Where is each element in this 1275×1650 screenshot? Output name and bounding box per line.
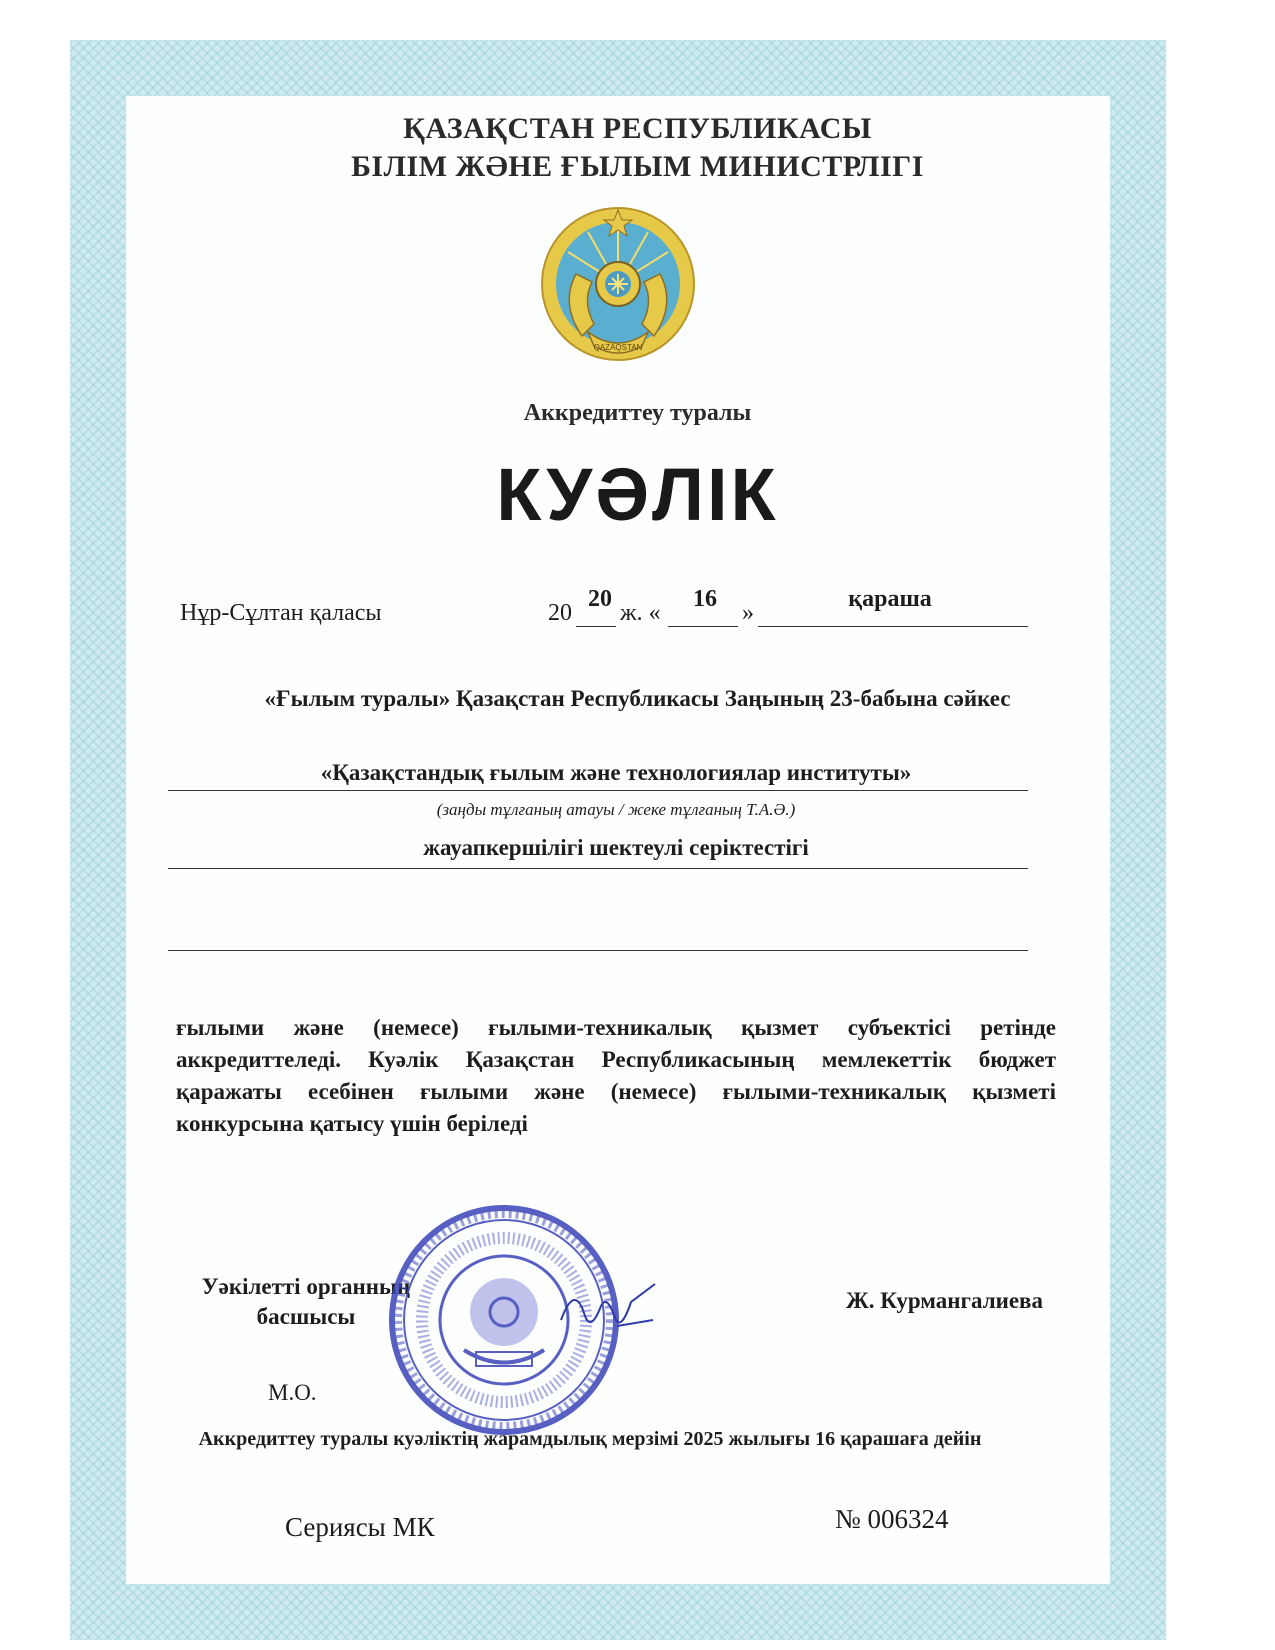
day-close: »: [742, 600, 754, 626]
seal-mark: М.О.: [268, 1380, 317, 1405]
organization-hint: (заңды тұлғаның атауы / жеке тұлғаның Т.А.Ә.): [436, 800, 796, 819]
certificate-number: № 006324: [835, 1504, 949, 1534]
month-value: қараша: [848, 586, 932, 612]
certificate-series: Сериясы МК: [285, 1512, 435, 1542]
year-suffix: ж. «: [620, 600, 661, 626]
signatory-position-line2: басшысы: [256, 1304, 356, 1329]
day-value: 16: [693, 586, 717, 612]
year-value: 20: [588, 586, 612, 612]
organization-legal-form: жауапкершілігі шектеулі серіктестігі: [423, 835, 809, 860]
issue-city: Нұр-Сұлтан қаласы: [180, 600, 382, 626]
blank-underline: [168, 950, 1028, 951]
signatory-position-line1: Уәкілетті органның: [201, 1274, 411, 1299]
legal-form-underline: [168, 868, 1028, 869]
day-underline: [668, 626, 738, 627]
validity-period: Аккредиттеу туралы куәліктің жарамдылық мерзімі 2025 жылығы 16 қарашаға дейін: [198, 1428, 982, 1450]
emblem-inscription: QAZAQSTAN: [593, 343, 643, 352]
signer-name: Ж. Курмангалиева: [846, 1288, 1043, 1313]
year-underline: [576, 626, 616, 627]
header-country: ҚАЗАҚСТАН РЕСПУБЛИКАСЫ: [403, 112, 872, 145]
header-ministry: БІЛІМ ЖӘНЕ ҒЫЛЫМ МИНИСТРЛІГІ: [351, 150, 924, 183]
month-underline: [758, 626, 1028, 627]
state-emblem-icon: [538, 204, 698, 374]
accreditation-text: ғылыми және (немесе) ғылыми-техникалық қызмет субъектісі ретінде аккредиттеледі. Куәлік Қазақстан Республикасының мемлекеттік бюджет қаражаты есебінен ғылыми және (немесе) ғылыми-техникалық қызметі конкурсына қатысу үшін беріледі: [176, 1015, 1056, 1136]
org-name-underline: [168, 790, 1028, 791]
certificate-subtitle: Аккредиттеу туралы: [523, 400, 752, 426]
handwritten-signature-icon: [555, 1276, 665, 1342]
organization-name: «Қазақстандық ғылым және технологиялар институты»: [320, 760, 912, 785]
law-reference: «Ғылым туралы» Қазақстан Республикасы Заңының 23-бабына сәйкес: [264, 686, 1011, 711]
year-prefix: 20: [548, 600, 572, 626]
certificate-title: КУӘЛІК: [496, 453, 779, 536]
